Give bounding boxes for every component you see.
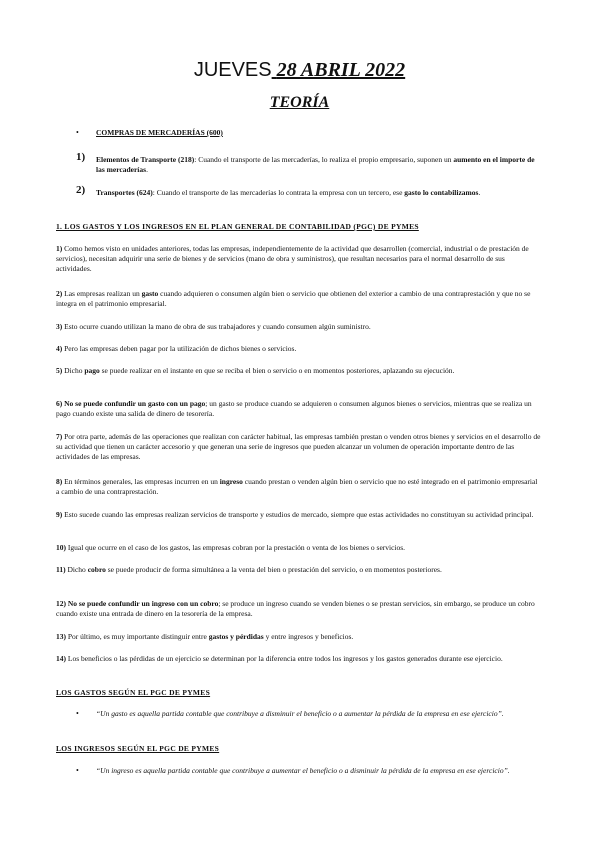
paragraph-8: 8) En términos generales, las empresas incurren en un ingreso cuando prestan o venden algún bien o servicio que no esté integrado en el patrimonio empresarial a cambio de una contraprestación. bbox=[56, 477, 538, 496]
bullet-dot: • bbox=[76, 766, 79, 775]
bullet-dot: • bbox=[76, 128, 79, 137]
paragraph-14: 14) Los beneficios o las pérdidas de un ejercicio se determinan por la diferencia entre todos los ingresos y los gastos generados durante ese ejercicio. bbox=[56, 654, 503, 663]
quote-gastos: “Un gasto es aquella partida contable que contribuye a disminuir el beneficio o a aumentar la pérdida de la empresa en ese ejercicio”. bbox=[96, 709, 504, 718]
paragraph-7: 7) Por otra parte, además de las operaciones que realizan con carácter habitual, las empresas también prestan o venden otros bienes y servicios en el desarrollo de su actividad que tienen un carácter accesorio y que generan una serie de ingresos que pueden alcanzar un volumen de operación importante dentro de las actividades de las empresas. bbox=[56, 432, 541, 461]
heading-gastos: LOS GASTOS SEGÚN EL PGC DE PYMES bbox=[56, 688, 211, 697]
paragraph-6: 6) No se puede confundir un gasto con un pago; un gasto se produce cuando se adquieren o consumen algunos bienes o servicios, mientras que se realiza un pago cuando existe una salida de dinero de tesorería. bbox=[56, 399, 532, 418]
title-date: 28 ABRIL 2022 bbox=[276, 59, 406, 81]
paragraph-3: 3) Esto ocurre cuando utilizan la mano de obra de sus trabajadores y cuando consumen algún suministro. bbox=[56, 322, 371, 331]
compras-item-num-2: 2) bbox=[76, 184, 86, 196]
bullet-dot: • bbox=[76, 709, 79, 718]
paragraph-11: 11) Dicho cobro se puede producir de forma simultánea a la venta del bien o prestación del servicio, o en momentos posteriores. bbox=[56, 565, 442, 574]
compras-label: COMPRAS DE MERCADERÍAS (600) bbox=[96, 128, 223, 137]
quote-ingresos: “Un ingreso es aquella partida contable que contribuye a aumentar el beneficio o a disminuir la pérdida de la empresa en ese ejercicio”. bbox=[96, 766, 510, 775]
heading-pgc: 1. LOS GASTOS Y LOS INGRESOS EN EL PLAN GENERAL DE CONTABILIDAD (PGC) DE PYMES bbox=[56, 222, 419, 231]
paragraph-2: 2) Las empresas realizan un gasto cuando adquieren o consumen algún bien o servicio que obtienen del exterior a cambio de una contraprestación y que no se integra en el patrimonio empresarial. bbox=[56, 289, 531, 308]
paragraph-1: 1) Como hemos visto en unidades anteriores, todas las empresas, independientemente de la actividad que desarrollen (comercial, industrial o de prestación de servicios), necesitan adquirir una serie de bienes y de servicios (mano de obra y suministros), que resultan necesarios para el normal desarrollo de sus actividades. bbox=[56, 244, 529, 273]
paragraph-13: 13) Por último, es muy importante distinguir entre gastos y pérdidas y entre ingresos y beneficios. bbox=[56, 632, 354, 641]
paragraph-10: 10) Igual que ocurre en el caso de los gastos, las empresas cobran por la prestación o venta de los bienes o servicios. bbox=[56, 543, 406, 552]
compras-item-2: Transportes (624): Cuando el transporte de las mercaderías lo contrata la empresa con un tercero, ese gasto lo contabilizamos. bbox=[96, 188, 481, 197]
paragraph-9: 9) Esto sucede cuando las empresas realizan servicios de transporte y estudios de mercado, siempre que estas actividades no constituyan su actividad principal. bbox=[56, 510, 534, 519]
page-title bbox=[0, 58, 599, 82]
paragraph-12: 12) No se puede confundir un ingreso con un cobro; se produce un ingreso cuando se venden bienes o se prestan servicios, sin embargo, se produce un cobro cuando existe una entrada de dinero en la tesorería de la empresa. bbox=[56, 599, 535, 618]
section-title: TEORÍA bbox=[269, 94, 330, 111]
paragraph-5: 5) Dicho pago se puede realizar en el instante en que se reciba el bien o servicio o en momentos posteriores, aplazando su ejecución. bbox=[56, 366, 455, 375]
compras-item-num-1: 1) bbox=[76, 151, 86, 163]
paragraph-4: 4) Pero las empresas deben pagar por la utilización de dichos bienes o servicios. bbox=[56, 344, 297, 353]
heading-ingresos: LOS INGRESOS SEGÚN EL PGC DE PYMES bbox=[56, 744, 220, 753]
title-day: JUEVES bbox=[193, 59, 272, 81]
compras-item-1: Elementos de Transporte (218): Cuando el transporte de las mercaderías, lo realiza el propio empresario, suponen un aumento en el importe de las mercaderías. bbox=[96, 155, 535, 174]
